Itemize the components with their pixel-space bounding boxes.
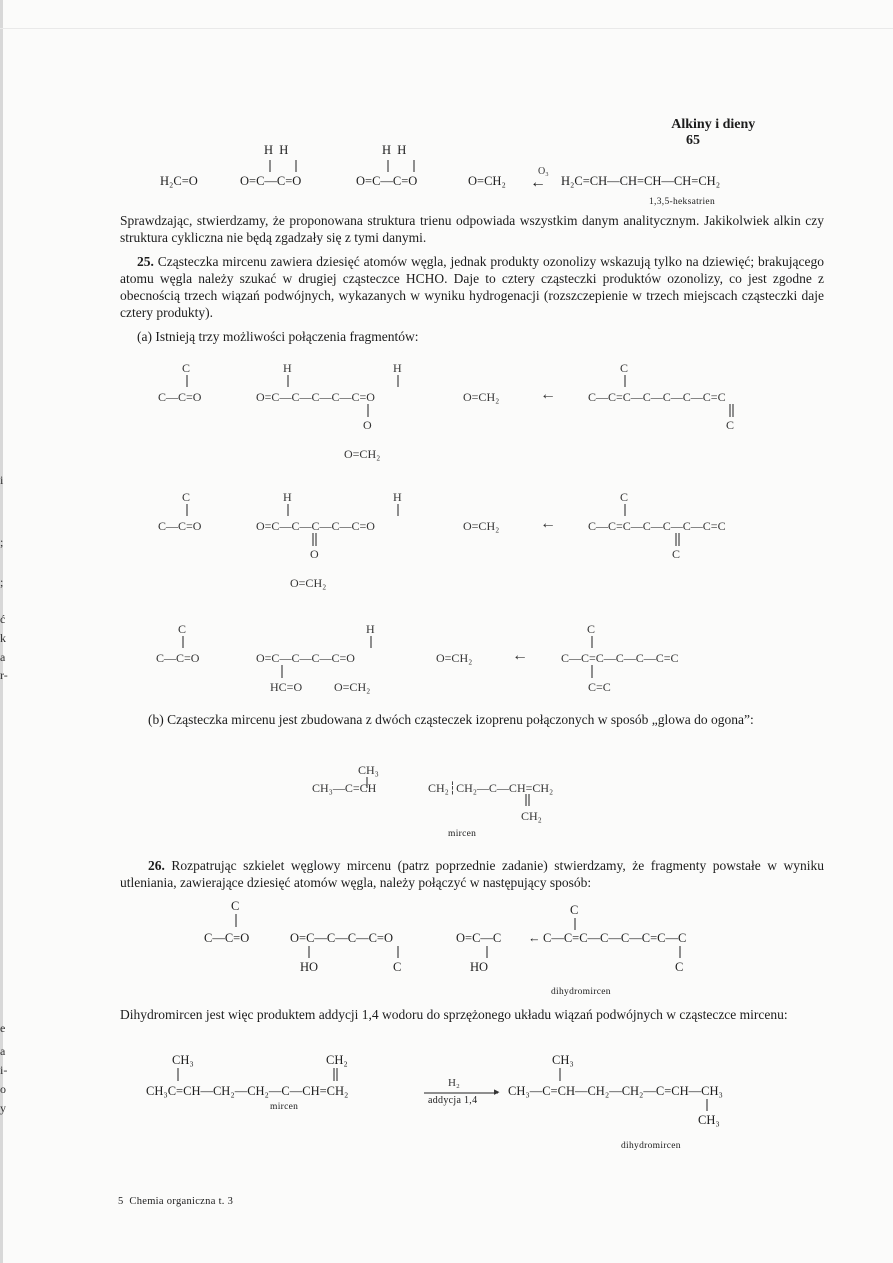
- myrcene-left-unit: CH₃—C=CH: [312, 781, 377, 795]
- atom-o: O: [310, 547, 319, 561]
- reaction-arrow: ←: [540, 515, 556, 532]
- edge-mark: ;: [0, 575, 4, 589]
- fragment-dialdehyde: O=C—C—C—C—C=O: [256, 390, 375, 404]
- edge-mark: i: [0, 473, 4, 487]
- atom-c: C: [587, 622, 596, 636]
- myrcene-formula: CH₃C=CH—CH₂—CH₂—C—CH=CH₂: [146, 1084, 349, 1098]
- carbon-skeleton: C—C=C—C—C—C—C=C: [588, 519, 726, 533]
- fragment-formaldehyde: O=CH₂: [436, 651, 473, 665]
- edge-mark: r-: [0, 668, 8, 682]
- fragment-acetone: C—C=O: [158, 519, 202, 533]
- myrcene-right-unit: CH₂┆CH₂—C—CH=CH₂: [428, 781, 554, 795]
- carbon-skeleton: C—C=C—C—C—C=C: [561, 651, 679, 665]
- methyl-group: CH₃: [172, 1053, 194, 1067]
- atom-c: C: [393, 960, 402, 974]
- atom-c: C: [620, 490, 629, 504]
- myrcene-caption: mircen: [270, 1102, 299, 1112]
- atom-c: C: [726, 418, 735, 432]
- atom-h: H: [283, 361, 292, 375]
- h-pair: H H: [382, 143, 407, 157]
- atom-c: C: [182, 361, 191, 375]
- fragment-dicarbonyl: O=C—C—C—C=O: [290, 931, 394, 945]
- fragment-acetone: C—C=O: [204, 931, 250, 945]
- atom-h: H: [283, 490, 292, 504]
- dihydromyrcene-formula: CH₃—C=CH—CH₂—CH₂—C=CH—CH₃: [508, 1084, 723, 1098]
- dihydromyrcene-caption: dihydromircen: [551, 987, 611, 997]
- page-number: 65: [686, 133, 700, 148]
- fragment-formaldehyde: O=CH₂: [290, 576, 327, 590]
- hexatriene-formula: H₂C=CH—CH=CH—CH=CH₂: [561, 174, 721, 188]
- edge-mark: y: [0, 1101, 6, 1115]
- reaction-arrow: ←: [540, 386, 556, 403]
- formaldehyde: O=CH₂: [468, 174, 506, 188]
- edge-mark: a: [0, 1044, 6, 1058]
- hydrogen-reagent: H₂: [448, 1077, 460, 1089]
- reaction-arrow: ←: [528, 931, 541, 945]
- problem-text: Rozpatrując szkielet węglowy mircenu (patrz poprzednie zadanie) stwierdzamy, że fragmenty powstałe w wyniku utleniania, zawierające dziesięć atomów węgla, należy połączyć w następujący sposób:: [120, 858, 824, 890]
- methyl-group: CH₃: [552, 1053, 574, 1067]
- atom-c: C: [620, 361, 629, 375]
- reaction-condition: addycja 1,4: [428, 1095, 478, 1106]
- glyoxal: O=C—C=O: [240, 174, 302, 188]
- methyl-group: CH₃: [698, 1113, 720, 1127]
- fragment-formyl: HC=O: [270, 680, 303, 694]
- paragraph-a: (a) Istnieją trzy możliwości połączenia fragmentów:: [137, 329, 419, 344]
- problem-text: Cząsteczka mircenu zawiera dziesięć atomów węgla, jednak produkty ozonolizy wskazują tylko na dziewięć; brakującego atomu węgla należy szukać w drugiej cząsteczce HCHO. Daje to cztery cząsteczki produktów ozonolizy, co jest zgodne z obecnością trzech wiązań podwójnych, wykazanych w wyniku hydrogenacji (rozszczepienie w trzech miejscach cząsteczki daje cztery produkty).: [120, 254, 824, 320]
- atom-c: C: [178, 622, 187, 636]
- fragment-acetone: C—C=O: [158, 390, 202, 404]
- carbon-skeleton: C—C=C—C—C—C—C=C: [588, 390, 726, 404]
- running-header-title: Alkiny i dieny: [671, 117, 756, 132]
- atom-h: H: [366, 622, 375, 636]
- atom-c: C: [570, 903, 579, 917]
- reaction-arrow-head: ▸: [494, 1086, 500, 1098]
- h-pair: H H: [264, 143, 289, 157]
- glyoxal: O=C—C=O: [356, 174, 418, 188]
- edge-mark: o: [0, 1082, 6, 1096]
- atom-c: C: [231, 899, 240, 913]
- fragment-acetone: C—C=O: [156, 651, 200, 665]
- atom-h: H: [393, 490, 402, 504]
- atom-c: C: [672, 547, 681, 561]
- myrcene-caption: mircen: [448, 829, 477, 839]
- hydroxyl-group: HO: [300, 960, 319, 974]
- hydroxyl-group: HO: [470, 960, 489, 974]
- reaction-arrow: ←: [512, 647, 528, 664]
- reaction-arrow: ←: [530, 174, 546, 191]
- fragment-acid: O=C—C: [456, 931, 502, 945]
- footer-signature: 5 Chemia organiczna t. 3: [118, 1196, 234, 1207]
- carbon-chain: C—C=C—C—C—C=C—C: [543, 931, 687, 945]
- dihydromyrcene-caption: dihydromircen: [621, 1141, 681, 1151]
- fragment-formaldehyde: O=CH₂: [463, 390, 500, 404]
- atom-o: O: [363, 418, 372, 432]
- edge-mark: ć: [0, 612, 6, 626]
- atom-h: H: [393, 361, 402, 375]
- paragraph-dihydromyrcene: Dihydromircen jest więc produktem addycji 1,4 wodoru do sprzężonego układu wiązań podwójnych w cząsteczce mircenu:: [120, 1007, 788, 1022]
- ozone-reagent: O₃: [538, 166, 549, 177]
- fragment-dialdehyde: O=C—C—C—C=O: [256, 651, 355, 665]
- hexatriene-caption: 1,3,5-heksatrien: [649, 197, 716, 207]
- edge-mark: i-: [0, 1063, 8, 1077]
- fragment-dialdehyde: O=C—C—C—C—C=O: [256, 519, 375, 533]
- problem-number: 26.: [148, 858, 165, 873]
- atom-c: C: [675, 960, 684, 974]
- methyl-group: CH₃: [358, 763, 379, 777]
- methylene-group: CH₂: [326, 1053, 348, 1067]
- edge-mark: e: [0, 1021, 6, 1035]
- edge-mark: a: [0, 650, 6, 664]
- fragment-formaldehyde: O=CH₂: [344, 447, 381, 461]
- paragraph-b: (b) Cząsteczka mircenu jest zbudowana z dwóch cząsteczek izoprenu połączonych w sposób „glowa do ogona”:: [148, 712, 754, 727]
- fragment-formaldehyde: O=CH₂: [334, 680, 371, 694]
- methylene-group: CH₂: [521, 809, 542, 823]
- vinyl-branch: C=C: [588, 680, 611, 694]
- problem-number: 25.: [137, 254, 154, 269]
- fragment-formaldehyde: O=CH₂: [463, 519, 500, 533]
- atom-c: C: [182, 490, 191, 504]
- paragraph-conclusion: Sprawdzając, stwierdzamy, że proponowana struktura trienu odpowiada wszystkim danym analitycznym. Jakikolwiek alkin czy struktura cykliczna nie będą zgadzały się z tymi danymi.: [120, 213, 824, 245]
- edge-mark: k: [0, 631, 6, 645]
- formaldehyde: H₂C=O: [160, 174, 198, 188]
- edge-mark: ;: [0, 535, 4, 549]
